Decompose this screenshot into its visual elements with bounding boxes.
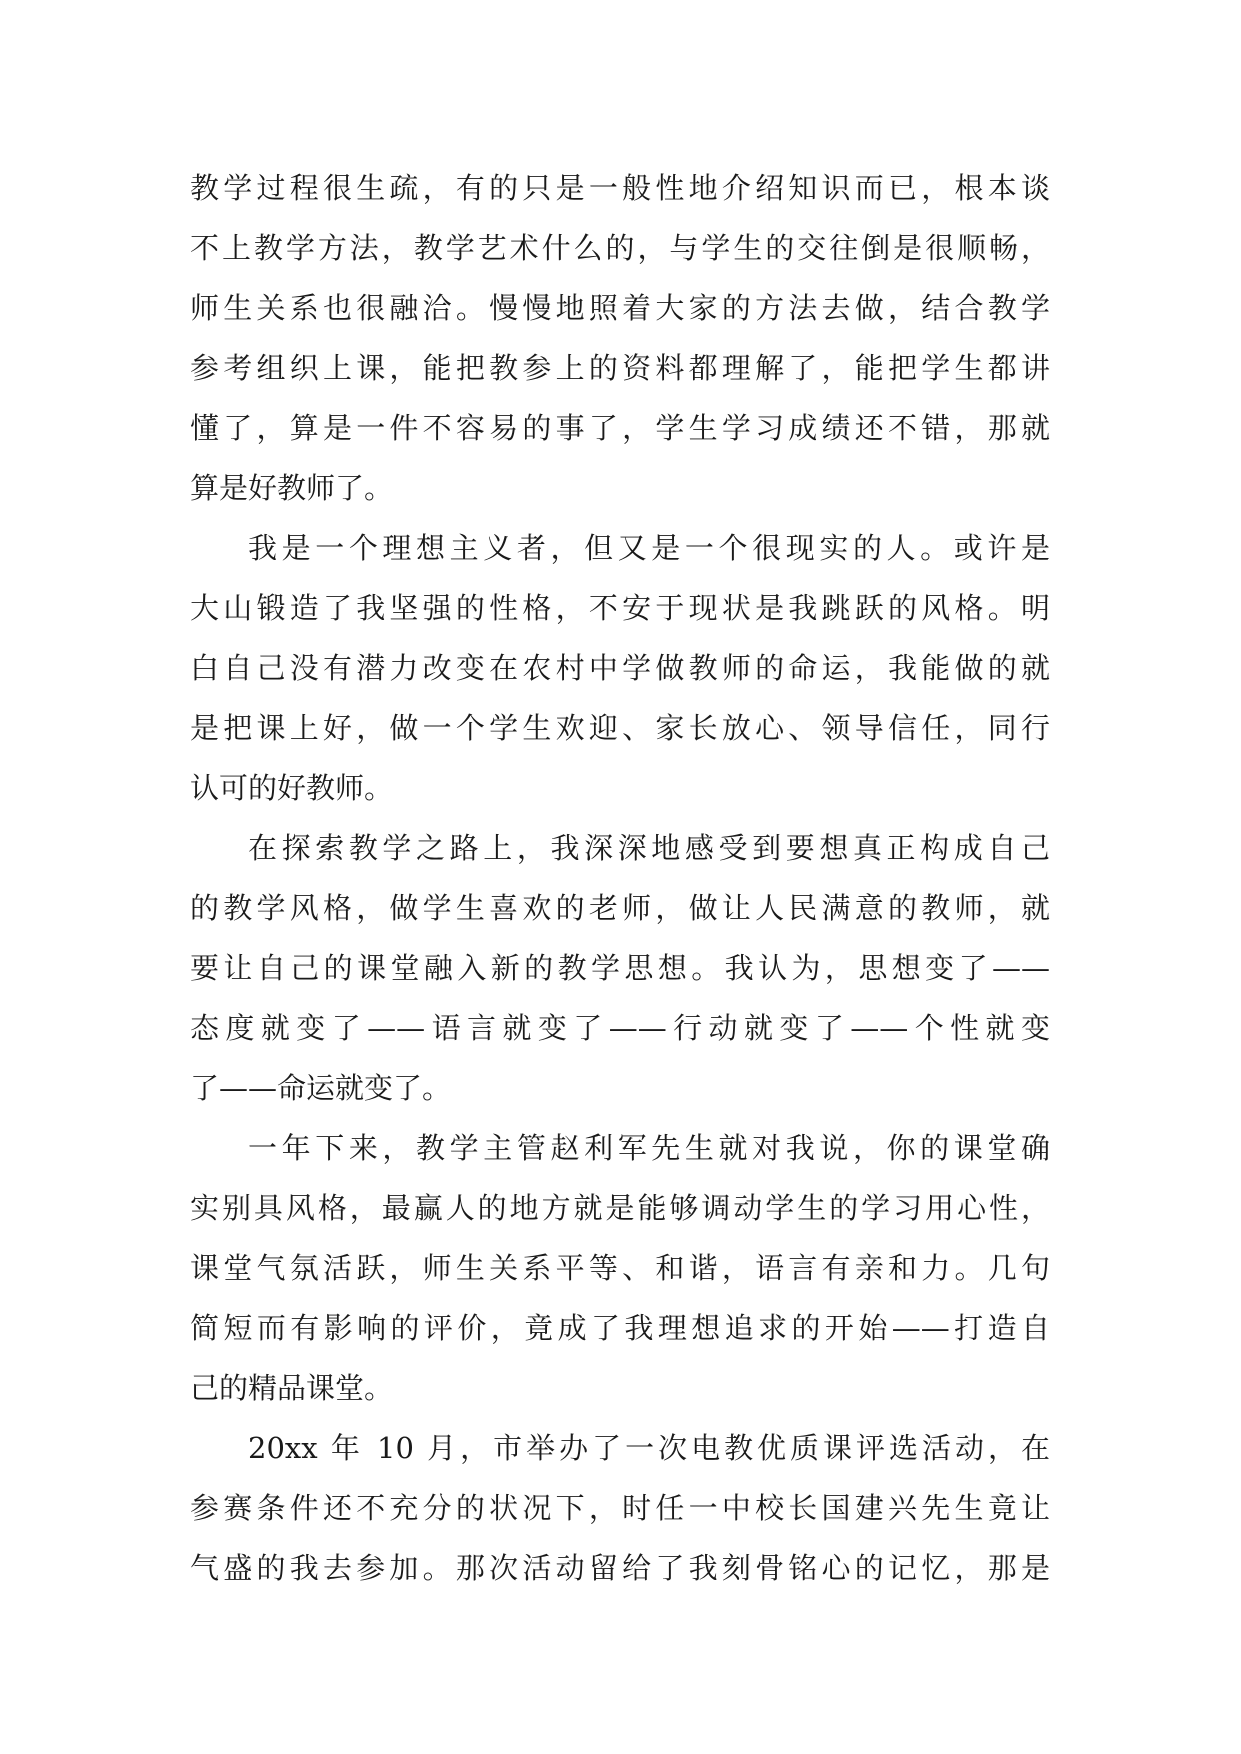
text-line: 白自己没有潜力改变在农村中学做教师的命运，我能做的就 (190, 651, 1050, 685)
paragraph-5 (190, 1418, 1050, 1598)
text-line: 我是一个理想主义者，但又是一个很现实的人。或许是 (248, 531, 1050, 565)
text-line: 了——命运就变了。 (190, 1071, 452, 1105)
text-line: 己的精品课堂。 (190, 1371, 394, 1405)
text-line: 不上教学方法，教学艺术什么的，与学生的交往倒是很顺畅， (190, 231, 1050, 265)
text-line: 是把课上好，做一个学生欢迎、家长放心、领导信任，同行 (190, 711, 1050, 745)
text-line: 态度就变了——语言就变了——行动就变了——个性就变 (190, 1011, 1050, 1045)
text-line: 教学过程很生疏，有的只是一般性地介绍知识而已，根本谈 (190, 171, 1050, 205)
text-line: 师生关系也很融洽。慢慢地照着大家的方法去做，结合教学 (190, 291, 1050, 325)
text-line: 算是好教师了。 (190, 471, 394, 505)
text-line: 要让自己的课堂融入新的教学思想。我认为，思想变了—— (190, 951, 1050, 985)
text-line: 气盛的我去参加。那次活动留给了我刻骨铭心的记忆，那是 (190, 1551, 1050, 1585)
text-line: 的教学风格，做学生喜欢的老师，做让人民满意的教师，就 (190, 891, 1050, 925)
paragraph-2 (190, 518, 1050, 818)
text-line: 简短而有影响的评价，竟成了我理想追求的开始——打造自 (190, 1311, 1050, 1345)
text-line: 20xx 年 10 月，市举办了一次电教优质课评选活动，在 (248, 1431, 1050, 1465)
paragraph-3 (190, 818, 1050, 1118)
text-line: 大山锻造了我坚强的性格，不安于现状是我跳跃的风格。明 (190, 591, 1050, 625)
paragraph-4 (190, 1118, 1050, 1418)
text-line: 课堂气氛活跃，师生关系平等、和谐，语言有亲和力。几句 (190, 1251, 1050, 1285)
document-body (190, 158, 1050, 1598)
text-line: 懂了，算是一件不容易的事了，学生学习成绩还不错，那就 (190, 411, 1050, 445)
text-line: 在探索教学之路上，我深深地感受到要想真正构成自己 (248, 831, 1050, 865)
text-line: 一年下来，教学主管赵利军先生就对我说，你的课堂确 (248, 1131, 1050, 1165)
text-line: 参赛条件还不充分的状况下，时任一中校长国建兴先生竟让 (190, 1491, 1050, 1525)
text-line: 实别具风格，最赢人的地方就是能够调动学生的学习用心性， (190, 1191, 1050, 1225)
text-line: 认可的好教师。 (190, 771, 394, 805)
text-line: 参考组织上课，能把教参上的资料都理解了，能把学生都讲 (190, 351, 1050, 385)
paragraph-1 (190, 158, 1050, 518)
